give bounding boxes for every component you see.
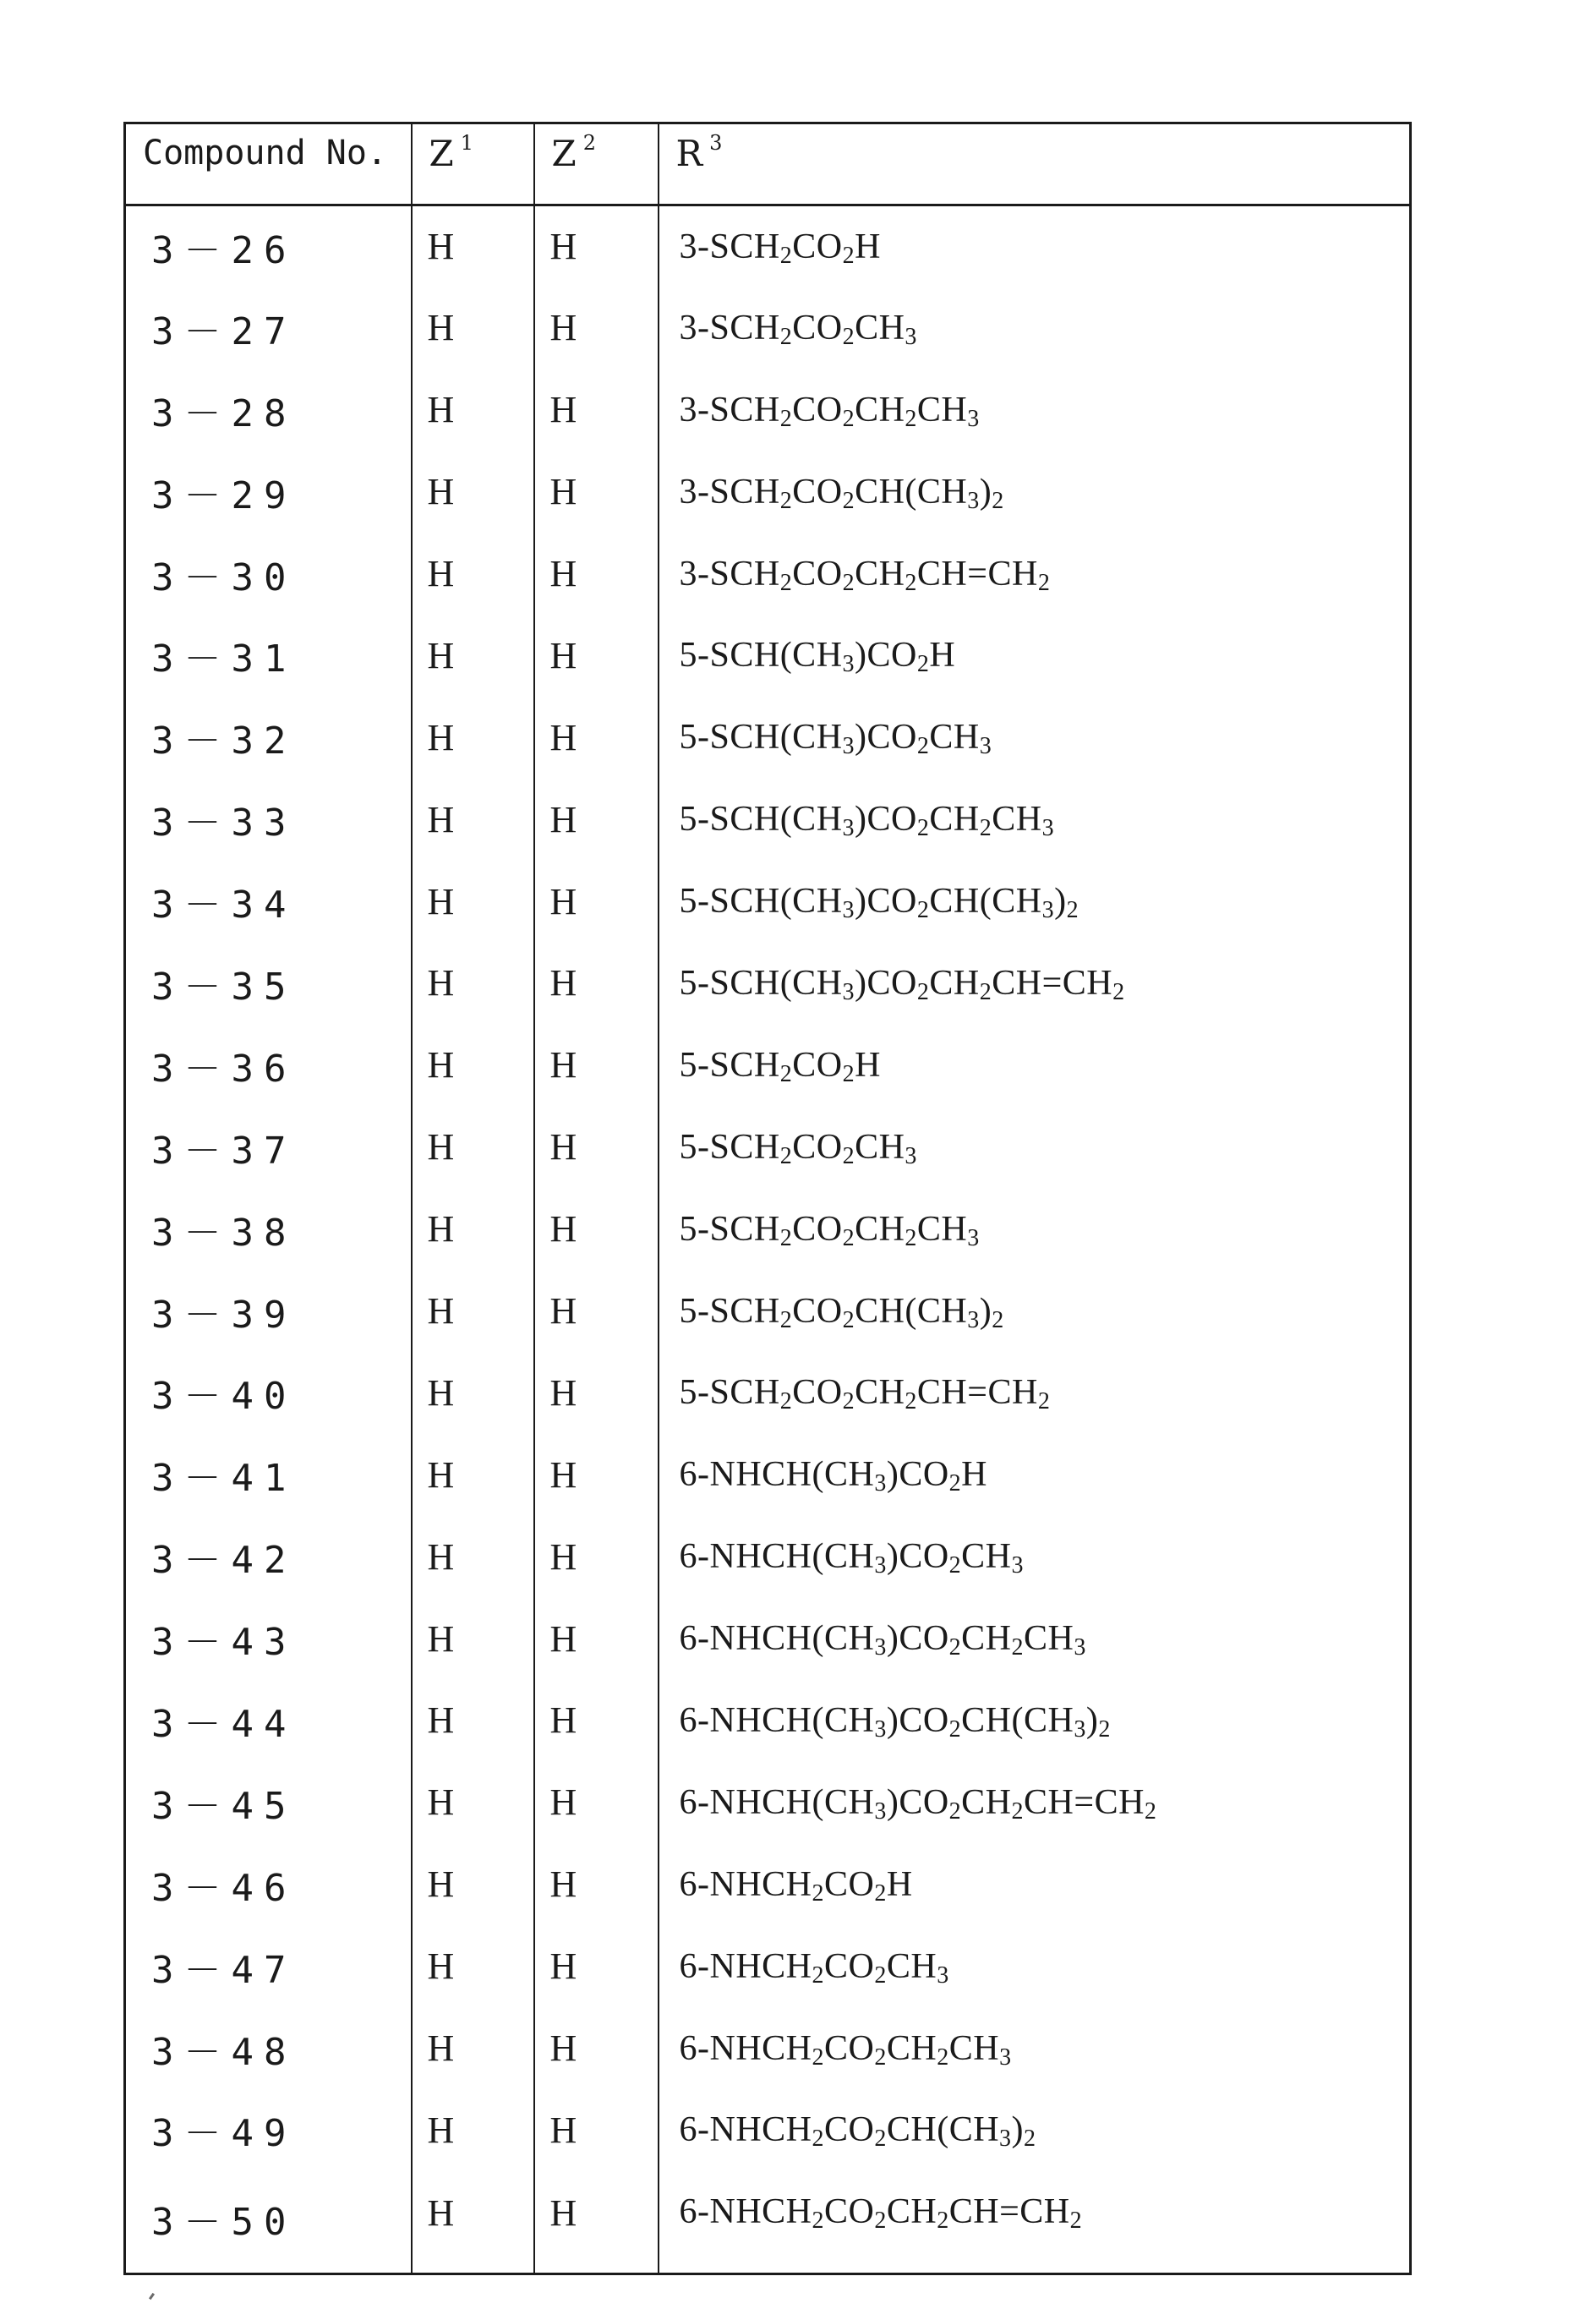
cell-r3: 3-SCH2CO2CH3 — [659, 287, 1411, 369]
cell-compound-no: 3－42 — [125, 1516, 412, 1598]
cell-z1: H — [412, 1516, 534, 1598]
cell-z2: H — [534, 1352, 659, 1434]
cell-z2: H — [534, 1598, 659, 1680]
cell-z1: H — [412, 2007, 534, 2089]
table-row — [125, 287, 1411, 369]
cell-compound-no: 3－40 — [125, 1352, 412, 1434]
header-z1-sup: 1 — [461, 131, 473, 155]
cell-compound-no: 3－36 — [125, 1024, 412, 1106]
cell-r3: 6-NHCH(CH3)CO2CH2CH=CH2 — [659, 1761, 1411, 1843]
cell-compound-no: 3－34 — [125, 861, 412, 943]
cell-z2: H — [534, 533, 659, 615]
cell-z1: H — [412, 2171, 534, 2274]
cell-z1: H — [412, 1434, 534, 1516]
cell-z2: H — [534, 2089, 659, 2171]
cell-z2: H — [534, 1516, 659, 1598]
cell-compound-no: 3－41 — [125, 1434, 412, 1516]
cell-r3: 5-SCH(CH3)CO2CH(CH3)2 — [659, 861, 1411, 943]
header-r3-letter: R — [676, 133, 703, 174]
cell-compound-no: 3－49 — [125, 2089, 412, 2171]
header-r3-sup: 3 — [709, 131, 722, 155]
cell-r3: 5-SCH(CH3)CO2CH2CH=CH2 — [659, 943, 1411, 1025]
cell-z1: H — [412, 1843, 534, 1925]
cell-compound-no: 3－38 — [125, 1188, 412, 1270]
cell-r3: 6-NHCH(CH3)CO2H — [659, 1434, 1411, 1516]
cell-compound-no: 3－28 — [125, 369, 412, 451]
table-row — [125, 697, 1411, 779]
cell-z2: H — [534, 697, 659, 779]
table-header — [125, 123, 1411, 205]
table-row — [125, 2007, 1411, 2089]
header-row — [125, 123, 1411, 205]
cell-z2: H — [534, 943, 659, 1025]
cell-r3: 5-SCH2CO2CH2CH=CH2 — [659, 1352, 1411, 1434]
table-row — [125, 451, 1411, 533]
cell-z2: H — [534, 1925, 659, 2007]
table-row — [125, 1598, 1411, 1680]
table-row — [125, 533, 1411, 615]
cell-z2: H — [534, 1434, 659, 1516]
cell-r3: 6-NHCH2CO2CH3 — [659, 1925, 1411, 2007]
table-row — [125, 779, 1411, 861]
cell-z2: H — [534, 1761, 659, 1843]
cell-r3: 5-SCH(CH3)CO2H — [659, 615, 1411, 697]
cell-compound-no: 3－26 — [125, 205, 412, 287]
cell-z1: H — [412, 369, 534, 451]
table-row — [125, 943, 1411, 1025]
cell-z2: H — [534, 1188, 659, 1270]
cell-r3: 6-NHCH2CO2CH2CH=CH2 — [659, 2171, 1411, 2274]
cell-compound-no: 3－27 — [125, 287, 412, 369]
header-r3 — [659, 123, 1411, 205]
header-compound-no-text: Compound No. — [143, 134, 387, 172]
cell-compound-no: 3－32 — [125, 697, 412, 779]
table-row — [125, 1516, 1411, 1598]
cell-r3: 5-SCH(CH3)CO2CH2CH3 — [659, 779, 1411, 861]
cell-z2: H — [534, 1024, 659, 1106]
table-row — [125, 1843, 1411, 1925]
cell-z2: H — [534, 1270, 659, 1352]
cell-z1: H — [412, 1598, 534, 1680]
table-row — [125, 861, 1411, 943]
cell-z2: H — [534, 287, 659, 369]
cell-compound-no: 3－35 — [125, 943, 412, 1025]
cell-z1: H — [412, 451, 534, 533]
cell-compound-no: 3－45 — [125, 1761, 412, 1843]
table-row — [125, 1188, 1411, 1270]
compound-table — [123, 122, 1412, 2275]
table-row — [125, 2171, 1411, 2274]
cell-z1: H — [412, 1106, 534, 1188]
table-row — [125, 2089, 1411, 2171]
cell-z1: H — [412, 943, 534, 1025]
cell-z1: H — [412, 1270, 534, 1352]
cell-compound-no: 3－33 — [125, 779, 412, 861]
cell-compound-no: 3－31 — [125, 615, 412, 697]
cell-r3: 6-NHCH(CH3)CO2CH2CH3 — [659, 1598, 1411, 1680]
cell-r3: 6-NHCH(CH3)CO2CH(CH3)2 — [659, 1680, 1411, 1762]
cell-compound-no: 3－46 — [125, 1843, 412, 1925]
cell-z1: H — [412, 1024, 534, 1106]
cell-compound-no: 3－39 — [125, 1270, 412, 1352]
table-row — [125, 1761, 1411, 1843]
cell-z2: H — [534, 1843, 659, 1925]
cell-r3: 5-SCH2CO2CH(CH3)2 — [659, 1270, 1411, 1352]
cell-r3: 5-SCH(CH3)CO2CH3 — [659, 697, 1411, 779]
table-row — [125, 1434, 1411, 1516]
cell-z2: H — [534, 1680, 659, 1762]
cell-z1: H — [412, 861, 534, 943]
cell-compound-no: 3－44 — [125, 1680, 412, 1762]
stray-mark — [149, 2293, 155, 2300]
cell-z2: H — [534, 2171, 659, 2274]
cell-z2: H — [534, 779, 659, 861]
cell-z1: H — [412, 1188, 534, 1270]
table-body — [125, 205, 1411, 2274]
table-row — [125, 1024, 1411, 1106]
cell-compound-no: 3－29 — [125, 451, 412, 533]
cell-compound-no: 3－50 — [125, 2171, 412, 2274]
cell-r3: 6-NHCH2CO2CH(CH3)2 — [659, 2089, 1411, 2171]
table-row — [125, 369, 1411, 451]
cell-r3: 6-NHCH2CO2H — [659, 1843, 1411, 1925]
cell-compound-no: 3－37 — [125, 1106, 412, 1188]
cell-z2: H — [534, 451, 659, 533]
header-z2-sup: 2 — [583, 131, 596, 155]
cell-z2: H — [534, 205, 659, 287]
cell-r3: 6-NHCH(CH3)CO2CH3 — [659, 1516, 1411, 1598]
header-z2 — [534, 123, 659, 205]
cell-z1: H — [412, 1680, 534, 1762]
cell-z1: H — [412, 1352, 534, 1434]
cell-z2: H — [534, 2007, 659, 2089]
table-row — [125, 1352, 1411, 1434]
table-row — [125, 1680, 1411, 1762]
header-z1-letter: Z — [429, 133, 454, 174]
cell-r3: 3-SCH2CO2CH2CH3 — [659, 369, 1411, 451]
table-row — [125, 1106, 1411, 1188]
cell-z1: H — [412, 779, 534, 861]
cell-r3: 6-NHCH2CO2CH2CH3 — [659, 2007, 1411, 2089]
cell-z2: H — [534, 1106, 659, 1188]
cell-z1: H — [412, 615, 534, 697]
cell-compound-no: 3－47 — [125, 1925, 412, 2007]
table-row — [125, 1925, 1411, 2007]
header-z2-letter: Z — [552, 133, 577, 174]
cell-z1: H — [412, 697, 534, 779]
document-page — [0, 0, 1596, 2309]
cell-z2: H — [534, 861, 659, 943]
cell-r3: 3-SCH2CO2H — [659, 205, 1411, 287]
cell-r3: 5-SCH2CO2CH3 — [659, 1106, 1411, 1188]
cell-z1: H — [412, 287, 534, 369]
cell-z1: H — [412, 1761, 534, 1843]
cell-z2: H — [534, 369, 659, 451]
table-row — [125, 1270, 1411, 1352]
header-z1 — [412, 123, 534, 205]
cell-r3: 3-SCH2CO2CH(CH3)2 — [659, 451, 1411, 533]
cell-z1: H — [412, 533, 534, 615]
cell-r3: 5-SCH2CO2CH2CH3 — [659, 1188, 1411, 1270]
cell-z2: H — [534, 615, 659, 697]
cell-z1: H — [412, 2089, 534, 2171]
cell-compound-no: 3－48 — [125, 2007, 412, 2089]
cell-compound-no: 3－30 — [125, 533, 412, 615]
table-row — [125, 615, 1411, 697]
cell-r3: 5-SCH2CO2H — [659, 1024, 1411, 1106]
cell-z1: H — [412, 205, 534, 287]
cell-z1: H — [412, 1925, 534, 2007]
header-compound-no — [125, 123, 412, 205]
cell-compound-no: 3－43 — [125, 1598, 412, 1680]
table-row — [125, 205, 1411, 287]
cell-r3: 3-SCH2CO2CH2CH=CH2 — [659, 533, 1411, 615]
